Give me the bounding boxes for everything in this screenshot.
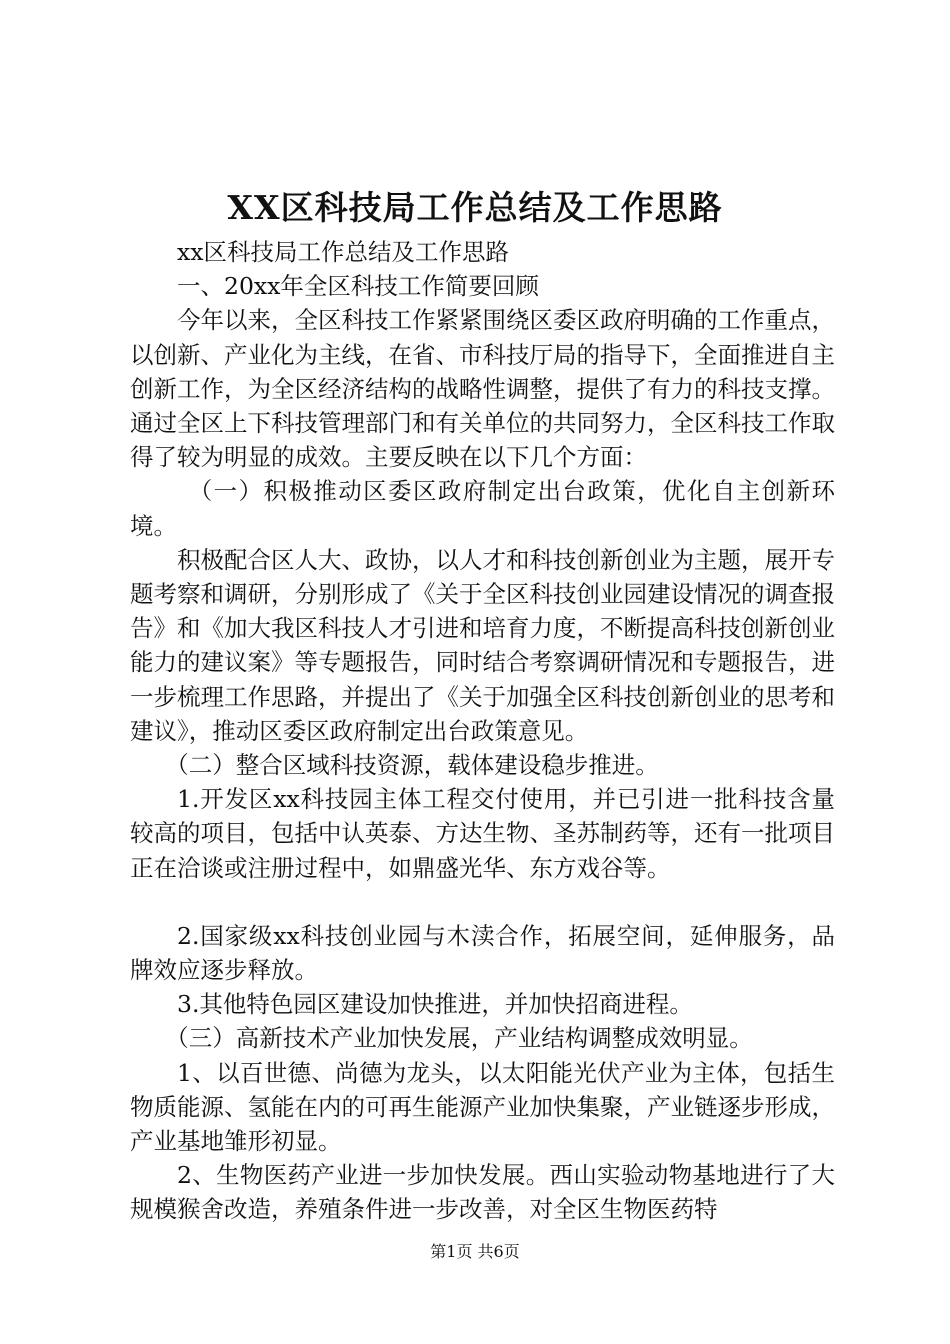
paragraph-item-1: 1.开发区xx科技园主体工程交付使用，并已引进一批科技含量较高的项目，包括中认英泰、方达生物、圣苏制药等，还有一批项目正在洽谈或注册过程中，如鼎盛光华、东方戏谷等。 [130,785,835,882]
paragraph-policy: 积极配合区人大、政协，以人才和科技创新创业为主题，展开专题考察和调研，分别形成了《关于全区科技创业园建设情况的调查报告》和《加大我区科技人才引进和培育力度，不断提高科技创新创业能力的建议案》等专题报告，同时结合考察调研情况和专题报告，进一步梳理工作思路，并提出了《关于加强全区科技创新创业的思考和建议》，推动区委区政府制定出台政策意见。 [130,545,835,745]
paragraph-industry-1: 1、以百世德、尚德为龙头，以太阳能光伏产业为主体，包括生物质能源、氢能在内的可再生能源产业加快集聚，产业链逐步形成，产业基地雏形初显。 [130,1058,835,1156]
page-footer: 第1页 共6页 [430,1242,520,1261]
paragraph-item-3: 3.其他特色园区建设加快推进，并加快招商进程。 [177,990,693,1019]
paragraph-industry-2: 2、生物医药产业进一步加快发展。西山实验动物基地进行了大规模猴舍改造，养殖条件进一步改善，对全区生物医药特 [130,1161,835,1224]
paragraph-subtitle: xx区科技局工作总结及工作思路 [177,238,510,266]
document-body [130,235,835,1227]
paragraph-item-2: 2.国家级xx科技创业园与木渎合作，拓展空间，延伸服务，品牌效应逐步释放。 [130,921,835,985]
document-title: XX区科技局工作总结及工作思路 [227,188,723,227]
paragraph-subheading-2: （二）整合区域科技资源，载体建设稳步推进。 [165,751,659,780]
paragraph-subheading-3: （三）高新技术产业加快发展，产业结构调整成效明显。 [165,1024,753,1053]
paragraph-section-heading: 一、20xx年全区科技工作简要回顾 [177,272,539,301]
paragraph-subheading-1: （一）积极推动区委区政府制定出台政策，优化自主创新环境。 [130,477,835,540]
paragraph-intro: 今年以来，全区科技工作紧紧围绕区委区政府明确的工作重点，以创新、产业化为主线，在省、市科技厅局的指导下，全面推进自主创新工作，为全区经济结构的战略性调整，提供了有力的科技支撑。通过全区上下科技管理部门和有关单位的共同努力，全区科技工作取得了较为明显的成效。主要反映在以下几个方面： [130,306,835,472]
